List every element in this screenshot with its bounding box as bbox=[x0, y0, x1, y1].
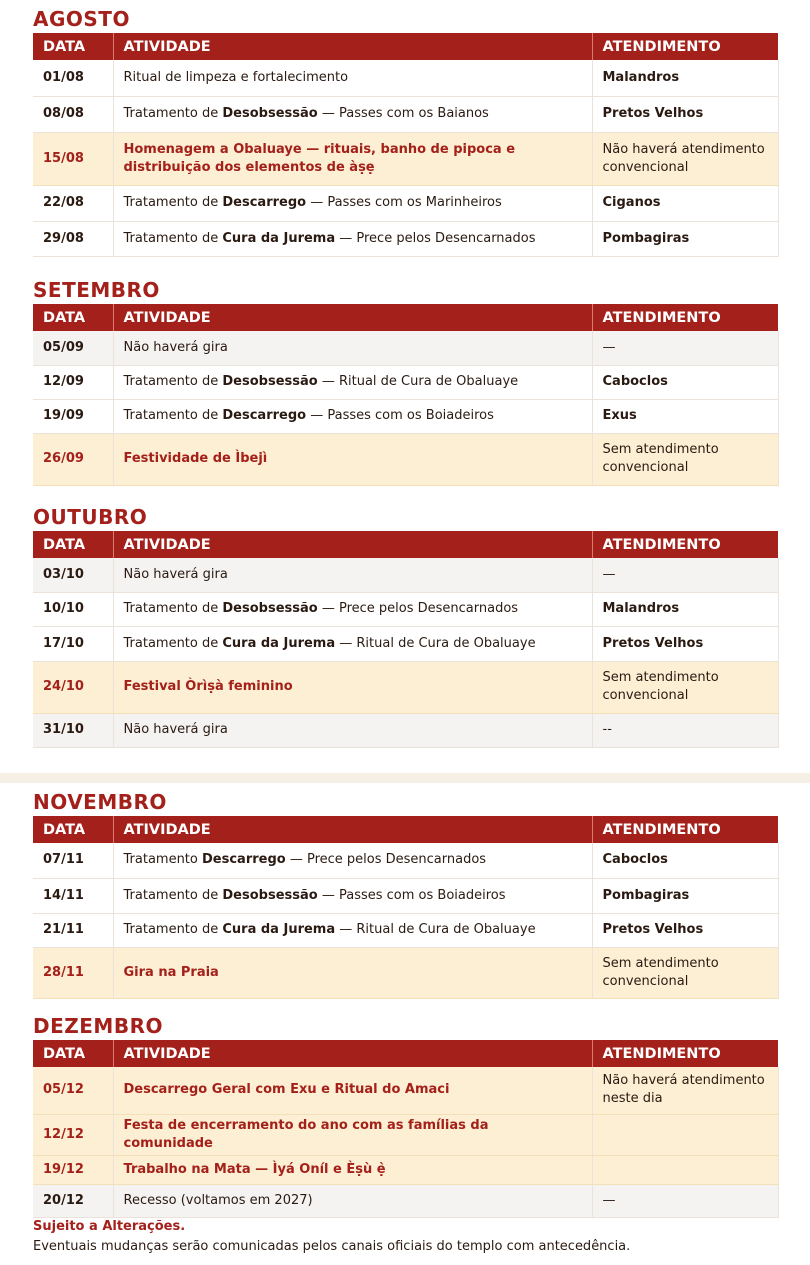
row-attendance: Sem atendimento convencional bbox=[592, 433, 778, 485]
activity-text: Gira na Praia bbox=[123, 964, 219, 980]
schedule-table bbox=[33, 531, 779, 748]
activity-text: Ritual de limpeza e fortalecimento bbox=[123, 69, 349, 85]
row-activity bbox=[113, 713, 592, 747]
col-header-date: DATA bbox=[33, 531, 113, 558]
table-row bbox=[33, 1067, 778, 1114]
activity-text: Tratamento de bbox=[123, 887, 223, 903]
month-section-1 bbox=[33, 276, 778, 486]
row-date: 24/10 bbox=[33, 661, 113, 713]
row-attendance: — bbox=[592, 331, 778, 365]
row-date: 07/11 bbox=[33, 843, 113, 878]
table-row bbox=[33, 60, 778, 96]
activity-text: Tratamento de bbox=[123, 922, 223, 937]
col-header-attendance: ATENDIMENTO bbox=[592, 531, 778, 558]
row-activity bbox=[113, 132, 592, 185]
col-header-date: DATA bbox=[33, 816, 113, 843]
month-title: AGOSTO bbox=[33, 7, 130, 31]
row-attendance: — bbox=[592, 1184, 778, 1217]
row-activity bbox=[113, 96, 592, 132]
row-date: 20/12 bbox=[33, 1184, 113, 1217]
schedule-table bbox=[33, 304, 779, 486]
col-header-attendance: ATENDIMENTO bbox=[592, 33, 778, 60]
row-activity bbox=[113, 1155, 592, 1184]
activity-treatment: Cura da Jurema bbox=[222, 230, 336, 246]
row-date: 15/08 bbox=[33, 132, 113, 185]
activity-treatment: Descarrego bbox=[202, 852, 286, 868]
activity-treatment: Desobsessão bbox=[222, 106, 318, 121]
activity-text: Tratamento de bbox=[123, 601, 223, 616]
table-row bbox=[33, 1155, 778, 1184]
row-attendance: Pretos Velhos bbox=[592, 913, 778, 947]
table-row bbox=[33, 661, 778, 713]
row-date: 03/10 bbox=[33, 558, 113, 592]
table-row bbox=[33, 626, 778, 661]
activity-text: Festa de encerramento do ano com as famílias da comunidade bbox=[123, 1117, 489, 1151]
col-header-date: DATA bbox=[33, 1040, 113, 1067]
row-date: 01/08 bbox=[33, 60, 113, 96]
col-header-activity: ATIVIDADE bbox=[113, 816, 592, 843]
row-activity bbox=[113, 592, 592, 626]
row-date: 21/11 bbox=[33, 913, 113, 947]
table-row bbox=[33, 1184, 778, 1217]
table-header-row bbox=[33, 304, 778, 331]
activity-text: Festividade de Ìbejì bbox=[123, 451, 268, 466]
row-attendance: — bbox=[592, 558, 778, 592]
row-attendance: Sem atendimento convencional bbox=[592, 661, 778, 713]
table-header-row bbox=[33, 1040, 778, 1067]
row-activity bbox=[113, 626, 592, 661]
row-attendance: Caboclos bbox=[592, 843, 778, 878]
activity-text: Descarrego Geral com Exu e Ritual do Amaci bbox=[123, 1082, 450, 1098]
row-attendance: Exus bbox=[592, 399, 778, 433]
table-row bbox=[33, 1114, 778, 1155]
row-date: 22/08 bbox=[33, 185, 113, 221]
activity-text: Tratamento bbox=[123, 852, 202, 868]
col-header-attendance: ATENDIMENTO bbox=[592, 816, 778, 843]
row-activity bbox=[113, 558, 592, 592]
col-header-date: DATA bbox=[33, 33, 113, 60]
row-attendance: Não haverá atendimento neste dia bbox=[592, 1067, 778, 1114]
month-section-0 bbox=[33, 5, 778, 257]
row-activity bbox=[113, 1067, 592, 1114]
activity-text: Não haverá gira bbox=[123, 566, 228, 582]
row-activity bbox=[113, 433, 592, 485]
table-row bbox=[33, 399, 778, 433]
activity-detail: — Ritual de Cura de Obaluaye bbox=[335, 922, 536, 937]
table-row bbox=[33, 913, 778, 947]
table-row bbox=[33, 843, 778, 878]
month-title: OUTUBRO bbox=[33, 505, 148, 529]
activity-detail: — Ritual de Cura de Obaluaye bbox=[317, 374, 519, 389]
activity-text: Homenagem a Obaluaye — rituais, banho de pipoca e distribuição dos elementos de àṣẹ bbox=[123, 141, 516, 175]
activity-detail: — Passes com os Baianos bbox=[317, 106, 489, 121]
row-attendance: -- bbox=[592, 713, 778, 747]
col-header-activity: ATIVIDADE bbox=[113, 304, 592, 331]
activity-text: Tratamento de bbox=[123, 195, 223, 210]
row-date: 10/10 bbox=[33, 592, 113, 626]
footer-title: Sujeito a Alterações. bbox=[33, 1219, 186, 1234]
row-date: 12/09 bbox=[33, 365, 113, 399]
col-header-attendance: ATENDIMENTO bbox=[592, 1040, 778, 1067]
row-date: 31/10 bbox=[33, 713, 113, 747]
row-activity bbox=[113, 221, 592, 256]
table-row bbox=[33, 96, 778, 132]
col-header-attendance: ATENDIMENTO bbox=[592, 304, 778, 331]
row-date: 19/09 bbox=[33, 399, 113, 433]
row-activity bbox=[113, 878, 592, 913]
schedule-table bbox=[33, 816, 779, 999]
table-row bbox=[33, 221, 778, 256]
table-row bbox=[33, 558, 778, 592]
row-date: 12/12 bbox=[33, 1114, 113, 1155]
row-date: 17/10 bbox=[33, 626, 113, 661]
activity-treatment: Cura da Jurema bbox=[222, 635, 336, 651]
activity-text: Tratamento de bbox=[123, 230, 223, 246]
col-header-activity: ATIVIDADE bbox=[113, 531, 592, 558]
activity-treatment: Desobsessão bbox=[222, 601, 318, 616]
schedule-table bbox=[33, 1040, 779, 1218]
activity-text: Tratamento de bbox=[123, 408, 223, 423]
row-attendance bbox=[592, 1155, 778, 1184]
activity-text: Festival Òrìṣà feminino bbox=[123, 679, 293, 694]
row-activity bbox=[113, 843, 592, 878]
table-row bbox=[33, 947, 778, 998]
month-section-3 bbox=[33, 788, 778, 999]
col-header-activity: ATIVIDADE bbox=[113, 33, 592, 60]
footer-text: Eventuais mudanças serão comunicadas pelos canais oficiais do templo com antecedência. bbox=[33, 1239, 631, 1254]
row-attendance: Sem atendimento convencional bbox=[592, 947, 778, 998]
row-attendance: Não haverá atendimento convencional bbox=[592, 132, 778, 185]
activity-detail: — Passes com os Boiadeiros bbox=[306, 408, 494, 423]
month-title: SETEMBRO bbox=[33, 278, 160, 302]
activity-text: Trabalho na Mata — Ìyá Oníl e Èṣù ẹ̀ bbox=[123, 1161, 386, 1177]
row-date: 29/08 bbox=[33, 221, 113, 256]
activity-text: Tratamento de bbox=[123, 374, 223, 389]
activity-treatment: Descarrego bbox=[222, 408, 307, 423]
activity-detail: — Prece pelos Desencarnados bbox=[335, 230, 536, 246]
row-activity bbox=[113, 947, 592, 998]
row-activity bbox=[113, 331, 592, 365]
activity-detail: — Ritual de Cura de Obaluaye bbox=[335, 635, 536, 651]
row-attendance: Pombagiras bbox=[592, 221, 778, 256]
row-attendance: Pombagiras bbox=[592, 878, 778, 913]
activity-text: Tratamento de bbox=[123, 106, 223, 121]
table-header-row bbox=[33, 816, 778, 843]
table-header-row bbox=[33, 33, 778, 60]
activity-text: Tratamento de bbox=[123, 635, 223, 651]
row-activity bbox=[113, 185, 592, 221]
activity-detail: — Prece pelos Desencarnados bbox=[317, 601, 519, 616]
table-row bbox=[33, 365, 778, 399]
table-row bbox=[33, 713, 778, 747]
table-row bbox=[33, 331, 778, 365]
month-title: DEZEMBRO bbox=[33, 1014, 163, 1038]
row-date: 08/08 bbox=[33, 96, 113, 132]
activity-treatment: Cura da Jurema bbox=[222, 922, 336, 937]
section-divider bbox=[0, 773, 810, 783]
month-section-2 bbox=[33, 503, 778, 748]
row-activity bbox=[113, 399, 592, 433]
activity-treatment: Desobsessão bbox=[222, 374, 318, 389]
activity-text: Recesso (voltamos em 2027) bbox=[123, 1192, 313, 1208]
row-attendance: Pretos Velhos bbox=[592, 96, 778, 132]
row-attendance: Malandros bbox=[592, 60, 778, 96]
row-date: 19/12 bbox=[33, 1155, 113, 1184]
activity-text: Não haverá gira bbox=[123, 339, 228, 355]
month-title: NOVEMBRO bbox=[33, 790, 167, 814]
row-date: 14/11 bbox=[33, 878, 113, 913]
row-attendance bbox=[592, 1114, 778, 1155]
activity-text: Não haverá gira bbox=[123, 722, 228, 737]
activity-detail: — Prece pelos Desencarnados bbox=[285, 852, 487, 868]
table-row bbox=[33, 433, 778, 485]
row-activity bbox=[113, 1184, 592, 1217]
table-header-row bbox=[33, 531, 778, 558]
table-row bbox=[33, 132, 778, 185]
activity-treatment: Desobsessão bbox=[222, 887, 318, 903]
activity-detail: — Passes com os Marinheiros bbox=[306, 195, 502, 210]
row-date: 28/11 bbox=[33, 947, 113, 998]
row-attendance: Ciganos bbox=[592, 185, 778, 221]
col-header-activity: ATIVIDADE bbox=[113, 1040, 592, 1067]
month-section-4 bbox=[33, 1012, 778, 1218]
schedule-table bbox=[33, 33, 779, 257]
table-row bbox=[33, 878, 778, 913]
col-header-date: DATA bbox=[33, 304, 113, 331]
row-attendance: Pretos Velhos bbox=[592, 626, 778, 661]
row-date: 05/09 bbox=[33, 331, 113, 365]
activity-treatment: Descarrego bbox=[222, 195, 307, 210]
footer bbox=[33, 1217, 793, 1257]
row-activity bbox=[113, 661, 592, 713]
row-activity bbox=[113, 60, 592, 96]
activity-detail: — Passes com os Boiadeiros bbox=[317, 887, 506, 903]
row-attendance: Caboclos bbox=[592, 365, 778, 399]
row-date: 05/12 bbox=[33, 1067, 113, 1114]
row-activity bbox=[113, 913, 592, 947]
row-attendance: Malandros bbox=[592, 592, 778, 626]
row-activity bbox=[113, 365, 592, 399]
row-activity bbox=[113, 1114, 592, 1155]
table-row bbox=[33, 185, 778, 221]
table-row bbox=[33, 592, 778, 626]
row-date: 26/09 bbox=[33, 433, 113, 485]
